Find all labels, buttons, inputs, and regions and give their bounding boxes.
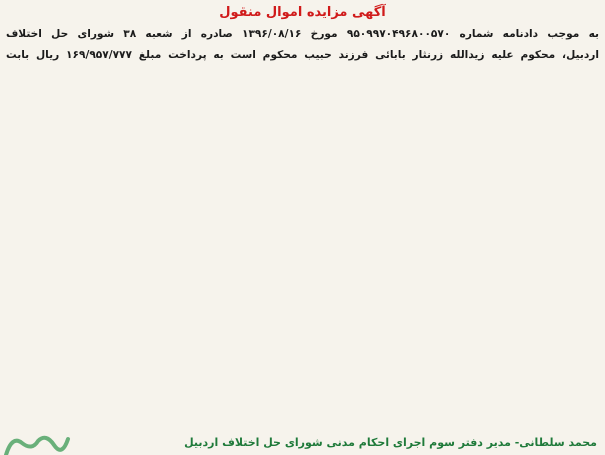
notice-line: [6, 299, 599, 320]
notice-line: [6, 151, 599, 172]
notice-line: [6, 172, 599, 193]
notice-line: [6, 342, 599, 363]
notice-line: [6, 236, 599, 257]
notice-line: اردبیل، محکوم علیه زیدالله زرنثار بابائی فرزند حبیب محکوم است به پرداخت مبلغ ۱۶۹/۹۵۷/۷۷۷ ریال بابت: [6, 49, 599, 62]
notice-line: [6, 363, 599, 384]
corner-ornament: [2, 429, 72, 455]
notice-headline: آگهی مزایده اموال منقول: [219, 5, 386, 20]
notice-line: [6, 278, 599, 299]
notice-line: [6, 257, 599, 278]
notice-line: [6, 109, 599, 130]
notice-body: [6, 24, 599, 405]
notice-line: به موجب دادنامه شماره ۹۵۰۹۹۷۰۴۹۶۸۰۰۵۷۰ مورخ ۱۳۹۶/۰۸/۱۶ صادره از شعبه ۳۸ شورای حل اختلاف: [6, 28, 599, 40]
notice-line: [6, 384, 599, 405]
auction-notice: [6, 4, 599, 455]
notice-line: [6, 130, 599, 151]
notice-line: [6, 194, 599, 215]
notice-line: [6, 88, 599, 109]
notice-line: [6, 215, 599, 236]
signature-line: محمد سلطانی- مدیر دفتر سوم اجرای احکام مدنی شورای حل اختلاف اردبیل: [184, 436, 597, 449]
notice-line: [6, 66, 599, 87]
ornament-shape: [2, 429, 72, 455]
notice-line: [6, 321, 599, 342]
